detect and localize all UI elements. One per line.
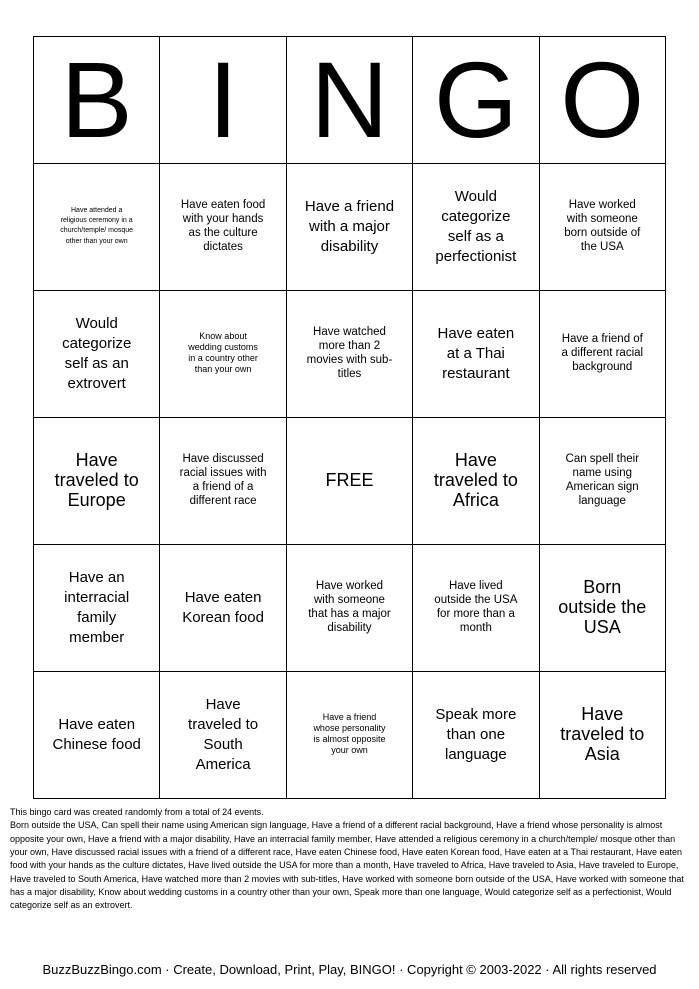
bingo-cell: Born outside the USA <box>539 545 665 672</box>
bingo-cell: Have an interracial family member <box>34 545 160 672</box>
header-row <box>34 37 666 164</box>
bingo-cell: Have eaten at a Thai restaurant <box>413 291 539 418</box>
header-letter-o: O <box>539 37 665 164</box>
bingo-cell: Have watched more than 2 movies with sub-titles <box>286 291 412 418</box>
card-row-2 <box>34 291 666 418</box>
footer-credit: BuzzBuzzBingo.com · Create, Download, Print, Play, BINGO! · Copyright © 2003-2022 · All rights reserved <box>42 962 657 977</box>
bingo-card <box>33 36 666 799</box>
bingo-cell: Have worked with someone that has a major disability <box>286 545 412 672</box>
bingo-cell: Have worked with someone born outside of the USA <box>539 164 665 291</box>
bingo-cell: Have traveled to South America <box>160 672 286 799</box>
bingo-cell: Have attended a religious ceremony in a church/temple/ mosque other than your own <box>34 164 160 291</box>
header-letter-i: I <box>160 37 286 164</box>
bingo-cell: Have a friend with a major disability <box>286 164 412 291</box>
free-space: FREE <box>286 418 412 545</box>
card-row-5 <box>34 672 666 799</box>
bingo-cell: Would categorize self as a perfectionist <box>413 164 539 291</box>
card-row-1 <box>34 164 666 291</box>
header-letter-n: N <box>286 37 412 164</box>
card-row-3 <box>34 418 666 545</box>
card-note <box>10 806 691 913</box>
note-events: Born outside the USA, Can spell their name using American sign language, Have a friend of a different racial background, Have a friend whose personality is almost opposite your own, Have a friend with a major disability, Have an interracial family member, Have attended a religious ceremony in a church/temple/ mosque other than your own, Have discussed racial issues with a friend of a different race, Have eaten Chinese food, Have eaten Korean food, Have eaten at a Thai restaurant, Have eaten food with your hands as the culture dictates, Have lived outside the USA for more than a month, Have traveled to Africa, Have traveled to Asia, Have traveled to Europe, Have traveled to South America, Have watched more than 2 movies with sub-titles, Have worked with someone born outside of the USA, Have worked with someone that has a major disability, Know about wedding customs in a country other than your own, Speak more than one language, Would categorize self as a perfectionist, Would categorize self as an extrovert. <box>10 820 684 911</box>
bingo-cell: Can spell their name using American sign language <box>539 418 665 545</box>
bingo-cell: Speak more than one language <box>413 672 539 799</box>
bingo-cell: Have lived outside the USA for more than a month <box>413 545 539 672</box>
bingo-cell: Have eaten Korean food <box>160 545 286 672</box>
bingo-cell: Have traveled to Europe <box>34 418 160 545</box>
bingo-cell: Know about wedding customs in a country other than your own <box>160 291 286 418</box>
header-letter-g: G <box>413 37 539 164</box>
bingo-cell: Have eaten food with your hands as the culture dictates <box>160 164 286 291</box>
bingo-cell: Have traveled to Asia <box>539 672 665 799</box>
bingo-cell: Have a friend of a different racial background <box>539 291 665 418</box>
bingo-cell: Would categorize self as an extrovert <box>34 291 160 418</box>
card-row-4 <box>34 545 666 672</box>
bingo-cell: Have traveled to Africa <box>413 418 539 545</box>
bingo-cell: Have eaten Chinese food <box>34 672 160 799</box>
note-intro: This bingo card was created randomly from a total of 24 events. <box>10 807 264 817</box>
bingo-cell: Have discussed racial issues with a friend of a different race <box>160 418 286 545</box>
header-letter-b: B <box>34 37 160 164</box>
bingo-cell: Have a friend whose personality is almost opposite your own <box>286 672 412 799</box>
